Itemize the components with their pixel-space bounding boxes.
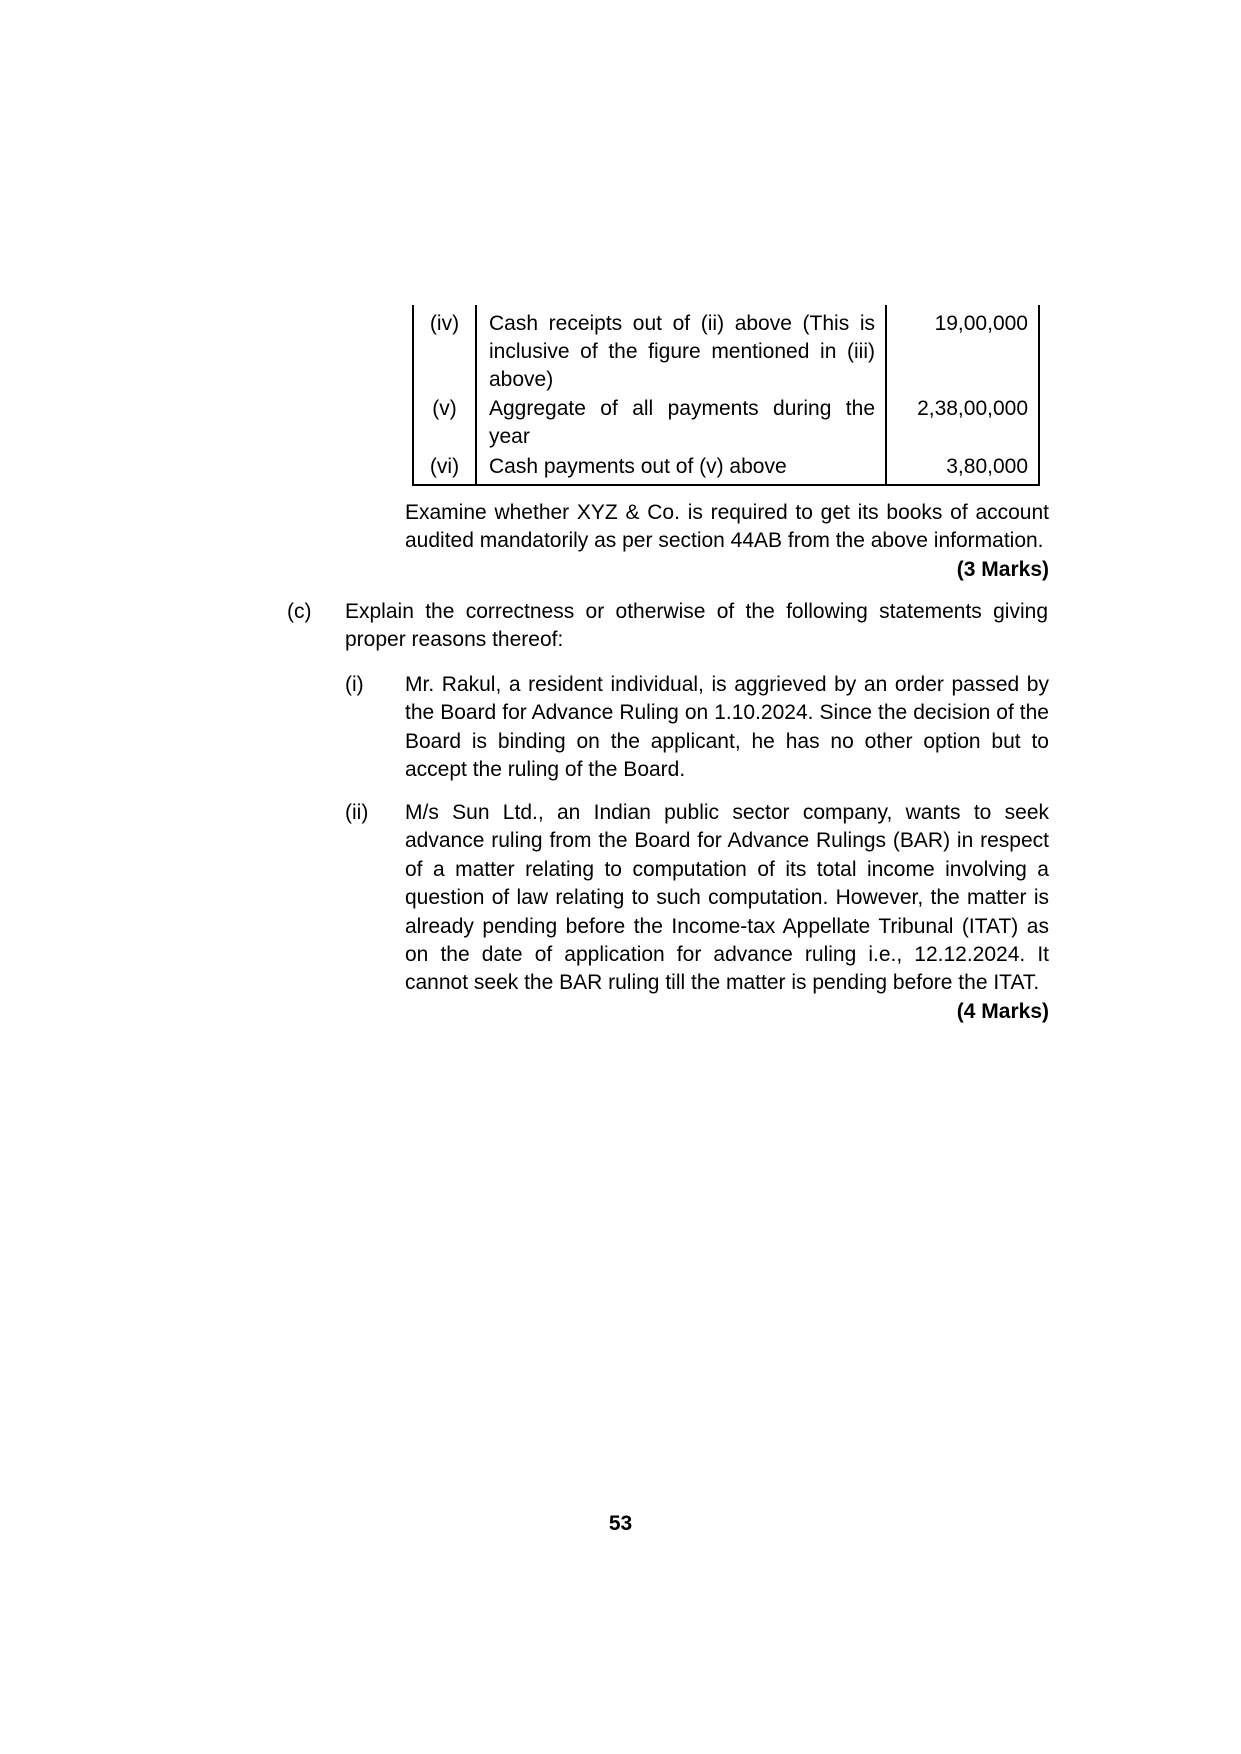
row-amount-cell: 2,38,00,000 [917, 396, 1028, 420]
table-row [414, 453, 1038, 481]
item-ii-marks: (4 Marks) [956, 999, 1049, 1023]
item-ii-label: (ii) [345, 801, 369, 824]
table-row [414, 395, 1038, 451]
question-b-marks: (3 Marks) [956, 557, 1049, 581]
row-label-cell: (vi) [429, 455, 460, 479]
item-i-paragraph [405, 671, 1049, 785]
row-amount-cell: 3,80,000 [946, 455, 1028, 479]
row-description-cell: Cash payments out of (v) above [489, 455, 787, 479]
table-column-divider [475, 305, 477, 484]
page-number: 53 [608, 1512, 633, 1535]
payments-receipts-table [412, 305, 1040, 486]
item-i-label: (i) [345, 673, 364, 696]
row-description-cell: Cash receipts out of (ii) above (This is inclusive of the figure mentioned in (iii) above) [489, 312, 875, 392]
question-b-closing-paragraph [405, 499, 1049, 584]
item-ii-paragraph [405, 799, 1049, 1026]
item-ii-text: M/s Sun Ltd., an Indian public sector company, wants to seek advance ruling from the Board for Advance Rulings (BAR) in respect of a matter relating to computation of its total income involving a question of law relating to such computation. However, the matter is already pending before the Income-tax Appellate Tribunal (ITAT) as on the date of application for advance ruling i.e., 12.12.2024. It cannot seek the BAR ruling till the matter is pending before the ITAT. [405, 801, 1049, 995]
row-description-cell: Aggregate of all payments during the year [489, 396, 875, 448]
item-i-text: Mr. Rakul, a resident individual, is aggrieved by an order passed by the Board for Advance Ruling on 1.10.2024. Since the decision of the Board is binding on the applicant, he has no other option but to accept the ruling of the Board. [405, 673, 1049, 782]
row-label-cell: (iv) [429, 312, 460, 335]
question-b-text: Examine whether XYZ & Co. is required to get its books of account audited mandatorily as per section 44AB from the above information. [405, 501, 1049, 553]
table-column-divider [885, 305, 887, 484]
question-c-intro: Explain the correctness or otherwise of the following statements giving proper reasons thereof: [345, 600, 1048, 652]
question-c-label: (c) [287, 600, 312, 623]
row-amount-cell: 19,00,000 [934, 312, 1028, 335]
table-row [414, 310, 1038, 395]
row-label-cell: (v) [432, 396, 457, 420]
